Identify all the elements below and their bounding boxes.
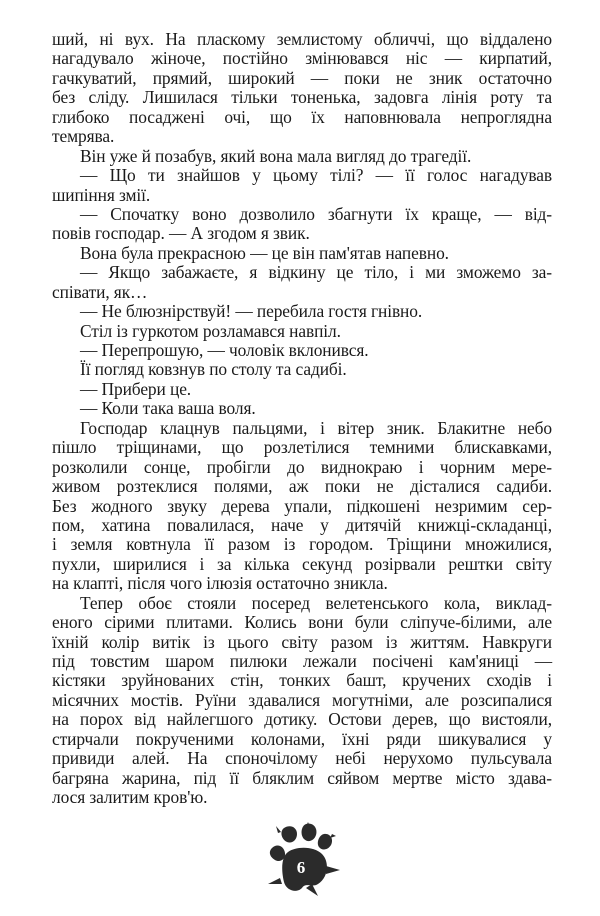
text-line: нагадувало жіноче, постійно змінювався ніс — кирпатий, <box>52 48 552 69</box>
text-line: Її погляд ковзнув по столу та садибі. <box>80 359 347 380</box>
text-line: пішло тріщинами, що розлетілися темними блискавками, <box>52 437 552 458</box>
text-line: Вона була прекрасною — це він пам'ятав напевно. <box>80 242 449 263</box>
text-line: пом, хатина повалилася, наче у дитячій книжці-складанці, <box>52 514 552 535</box>
text-line: — Коли така ваша воля. <box>80 398 256 419</box>
paw-toe-shape <box>318 834 332 850</box>
text-line: Стіл із гуркотом розламався навпіл. <box>80 320 341 341</box>
text-line: і земля ковтнула її разом із городом. Тріщини множилися, <box>52 534 552 555</box>
text-line: без сліду. Лишилася тільки тоненька, задовга лінія роту та <box>52 87 552 108</box>
text-line: — Спочатку воно дозволило збагнути їх краще, — від- <box>80 203 552 224</box>
text-line: розколили сонце, пробігли до виднокраю і чорним мере- <box>52 456 552 477</box>
text-line: еного сірими плитами. Колись вони були сліпуче-білими, але <box>52 612 552 633</box>
text-line: співати, як… <box>52 281 148 302</box>
paw-spike-shape <box>326 866 340 874</box>
text-line: місячних мостів. Руїни здавалися могутніми, але розсипалися <box>52 689 552 710</box>
text-line: на порох від найлегшого дотику. Остови дерев, що вистояли, <box>52 709 552 730</box>
text-line: їхній колір витік із цього світу разом із життям. Навкруги <box>52 631 552 652</box>
text-line: — Якщо забажаєте, я відкину це тіло, і ми зможемо за- <box>80 262 552 283</box>
paw-toe-shape <box>281 826 297 842</box>
text-line: гачкуватий, прямий, широкий — поки не зник остаточно <box>52 67 552 88</box>
text-line: під товстим шаром пилюки лежали посічені кам'яниці — <box>52 651 552 671</box>
paw-toe-shape <box>270 846 285 862</box>
text-line: Господар клацнув пальцями, і вітер зник. Блакитне небо <box>80 417 552 438</box>
text-line: живом розтеклися полями, аж поки не дісталися садиби. <box>52 476 552 497</box>
text-line: глибоко посаджені очі, що їх наповнювала непроглядна <box>52 106 552 127</box>
text-line: — Прибери це. <box>80 378 192 399</box>
text-line: темрява. <box>52 126 115 147</box>
text-line: лося залитим кров'ю. <box>52 787 208 808</box>
paw-claw-shape <box>330 834 336 838</box>
text-line: стирчали покрученими колонами, їхні ряди шикувалися у <box>52 728 552 749</box>
text-line: пухли, ширилися і за кілька секунд розірвали рештки світу <box>52 553 552 574</box>
text-line: ший, ні вух. На пласкому землистому обличчі, що віддалено <box>52 29 552 49</box>
text-line: повів господар. — А згодом я звик. <box>52 223 310 244</box>
text-line: Без жодного звуку дерева упали, підкошені незримим сер- <box>52 495 552 516</box>
page-number: 6 <box>296 858 306 877</box>
book-page-body <box>52 30 552 808</box>
text-line: привиди алей. На споночілому небі нерухомо пульсувала <box>52 748 552 769</box>
text-line: шипіння змії. <box>52 184 151 205</box>
text-line: — Перепрошую, — чоловік вклонився. <box>80 340 369 360</box>
text-line: багряна жарина, під її бляклим сяйвом мертве місто здава- <box>52 767 552 788</box>
page-footer <box>266 822 342 898</box>
text-line: Він уже й позабув, який вона мала вигляд до трагедії. <box>80 145 472 166</box>
text-line: — Що ти знайшов у цьому тілі? — її голос нагадував <box>80 165 552 186</box>
paw-spike-shape <box>268 878 282 884</box>
text-line: Тепер обоє стояли посеред велетенського кола, виклад- <box>80 592 552 613</box>
paw-claw-shape <box>276 826 281 833</box>
text-line: — Не блюзнірствуй! — перебила гостя гнівно. <box>80 301 423 322</box>
text-line: кістяки зруйнованих стін, тонких башт, кручених сходів і <box>52 670 552 691</box>
paw-spike-shape <box>306 884 318 896</box>
text-line: на клапті, після чого ілюзія остаточно зникла. <box>52 573 388 594</box>
